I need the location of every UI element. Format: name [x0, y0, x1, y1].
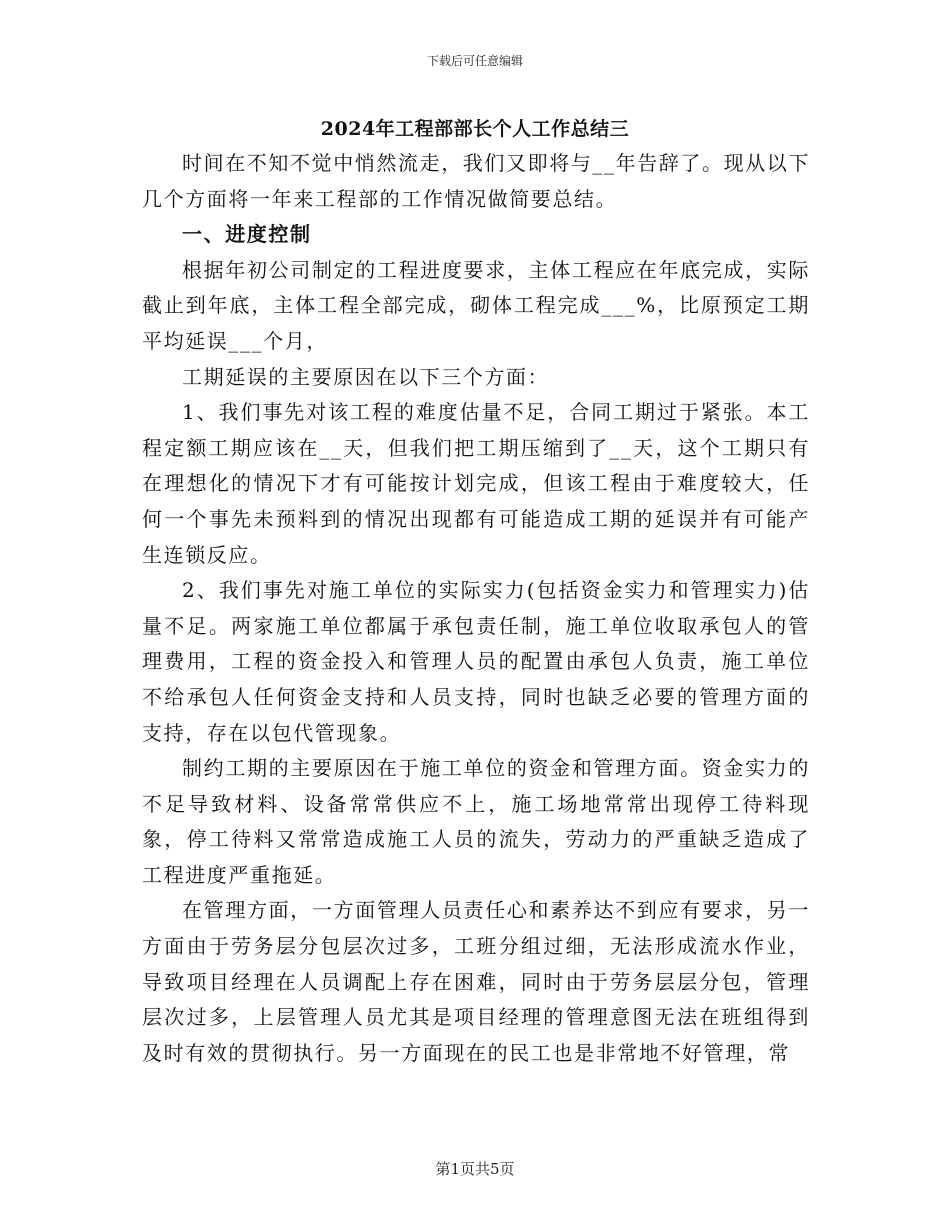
constraint-paragraph: 制约工期的主要原因在于施工单位的资金和管理方面。资金实力的不足导致材料、设备常常供应不上，施工场地常常出现停工待料现象，停工待料又常常造成施工人员的流失，劳动力的严重缺乏造成了工程进度严重拖延。: [142, 756, 810, 887]
section-heading-progress-control: 一、进度控制: [182, 222, 312, 247]
document-title: 2024年工程部部长个人工作总结三: [320, 118, 630, 140]
document-body: [142, 146, 810, 1071]
intro-paragraph: 时间在不知不觉中悄然流走，我们又即将与__年告辞了。现从以下几个方面将一年来工程部的工作情况做简要总结。: [142, 151, 810, 211]
reason-2-paragraph: 2、我们事先对施工单位的实际实力(包括资金实力和管理实力)估量不足。两家施工单位都属于承包责任制，施工单位收取承包人的管理费用，工程的资金投入和管理人员的配置由承包人负责，施工单位不给承包人任何资金支持和人员支持，同时也缺乏必要的管理方面的支持，存在以包代管现象。: [142, 578, 810, 745]
page-header-note: 下载后可任意编辑: [426, 54, 523, 68]
delay-reasons-intro: 工期延误的主要原因在以下三个方面：: [182, 364, 550, 389]
management-paragraph: 在管理方面，一方面管理人员责任心和素养达不到应有要求，另一方面由于劳务层分包层次过多，工班分组过细，无法形成流水作业，导致项目经理在人员调配上存在困难，同时由于劳务层层分包，管理层次过多，上层管理人员尤其是项目经理的管理意图无法在班组得到及时有效的贯彻执行。另一方面现在的民工也是非常地不好管理，常: [142, 898, 810, 1065]
reason-1-paragraph: 1、我们事先对该工程的难度估量不足，合同工期过于紧张。本工程定额工期应该在__天，但我们把工期压缩到了__天，这个工期只有在理想化的情况下才有可能按计划完成，但该工程由于难度较大，任何一个事先未预料到的情况出现都有可能造成工期的延误并有可能产生连锁反应。: [142, 400, 810, 567]
progress-paragraph: 根据年初公司制定的工程进度要求，主体工程应在年底完成，实际截止到年底，主体工程全部完成，砌体工程完成___%，比原预定工期平均延误___个月，: [142, 257, 810, 353]
page-number-indicator: 第1页共5页: [435, 1160, 515, 1178]
